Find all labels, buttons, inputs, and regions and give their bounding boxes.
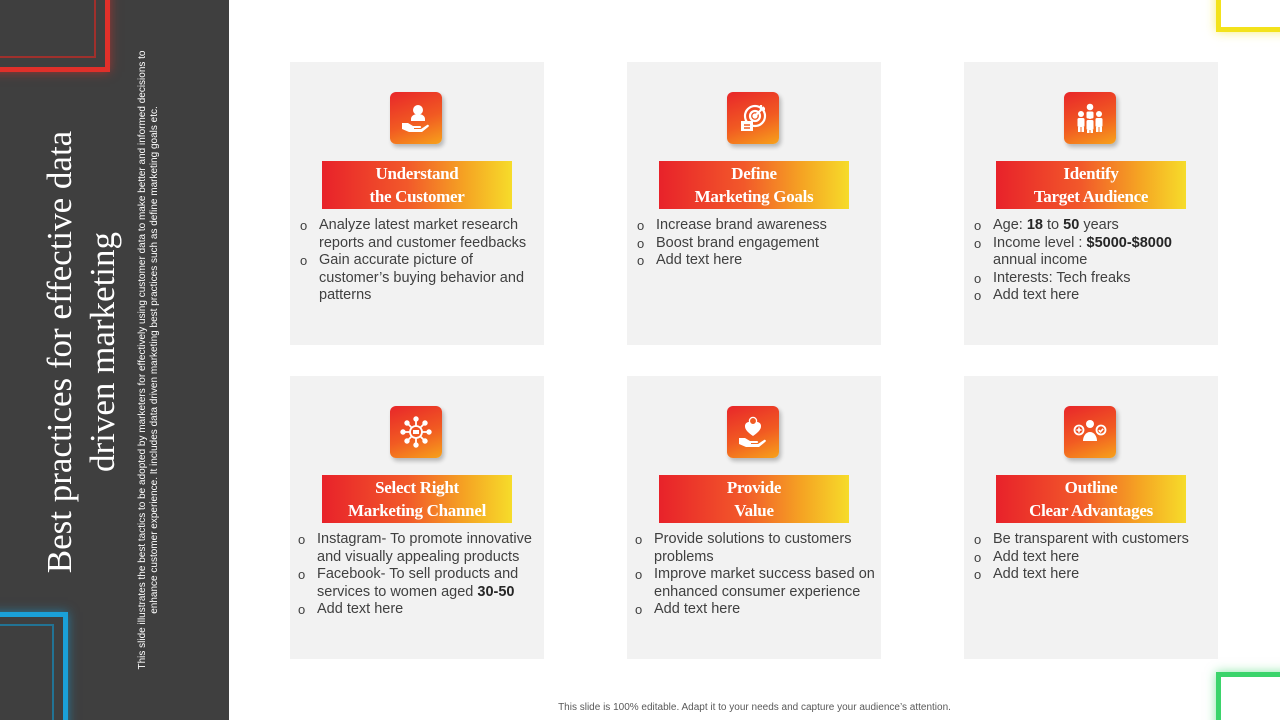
card-provide-value [627, 376, 881, 659]
card-heading-banner [322, 161, 512, 209]
list-item: o Gain accurate picture of customer’s buying behavior and patterns [300, 252, 540, 305]
value-hand-icon [727, 406, 779, 458]
list-item: o Add text here [298, 601, 538, 619]
card-list [298, 531, 538, 619]
list-item: o Increase brand awareness [637, 217, 877, 235]
footer-note: This slide is 100% editable. Adapt it to your needs and capture your audience’s attention. [558, 702, 951, 713]
sidebar [0, 0, 229, 720]
list-item: o Add text here [637, 252, 877, 270]
customer-care-icon [390, 92, 442, 144]
card-outline-advantages [964, 376, 1218, 659]
card-list [974, 217, 1214, 305]
target-goals-icon [727, 92, 779, 144]
card-heading-banner [322, 475, 512, 523]
card-identify-audience [964, 62, 1218, 345]
card-heading: Identify Target Audience [1033, 164, 1149, 206]
audience-group-icon [1064, 92, 1116, 144]
list-item: o Add text here [635, 601, 875, 619]
network-channel-icon [390, 406, 442, 458]
card-heading: Understand the Customer [369, 164, 465, 206]
card-heading-banner [996, 161, 1186, 209]
card-heading-banner [996, 475, 1186, 523]
card-list [637, 217, 877, 270]
card-heading-banner [659, 475, 849, 523]
advantages-compare-icon [1064, 406, 1116, 458]
card-define-goals [627, 62, 881, 345]
list-item: o Boost brand engagement [637, 235, 877, 253]
card-list [300, 217, 540, 305]
card-understand-customer [290, 62, 544, 345]
neon-frame-yellow [1216, 0, 1280, 32]
card-heading: Define Marketing Goals [694, 164, 814, 206]
list-item: o Add text here [974, 566, 1214, 584]
card-heading: Select Right Marketing Channel [348, 478, 486, 520]
slide-title: Best practices for effective data driven marketing [40, 130, 122, 574]
card-heading: Outline Clear Advantages [1029, 478, 1153, 520]
list-item: o Add text here [974, 287, 1214, 305]
card-list [974, 531, 1214, 584]
list-item: o Facebook- To sell products and services to women aged 30-50 [298, 566, 538, 601]
list-item: o Provide solutions to customers problems [635, 531, 875, 566]
card-list [635, 531, 875, 619]
card-heading-banner [659, 161, 849, 209]
slide-subtitle: This slide illustrates the best tactics to be adopted by marketers for effectively using customer data to make better and informed decisions to enhance customer experience. It includes data driven marketing best practices such as define marketing goals etc. [137, 50, 160, 670]
card-heading: Provide Value [726, 478, 782, 520]
list-item: o Add text here [974, 549, 1214, 567]
list-item: o Instagram- To promote innovative and visually appealing products [298, 531, 538, 566]
list-item: o Analyze latest market research reports and customer feedbacks [300, 217, 540, 252]
list-item: o Age: 18 to 50 years [974, 217, 1214, 235]
card-select-channel [290, 376, 544, 659]
list-item: o Income level : $5000-$8000 annual income [974, 235, 1214, 270]
list-item: o Improve market success based on enhanced consumer experience [635, 566, 875, 601]
list-item: o Be transparent with customers [974, 531, 1214, 549]
list-item: o Interests: Tech freaks [974, 270, 1214, 288]
